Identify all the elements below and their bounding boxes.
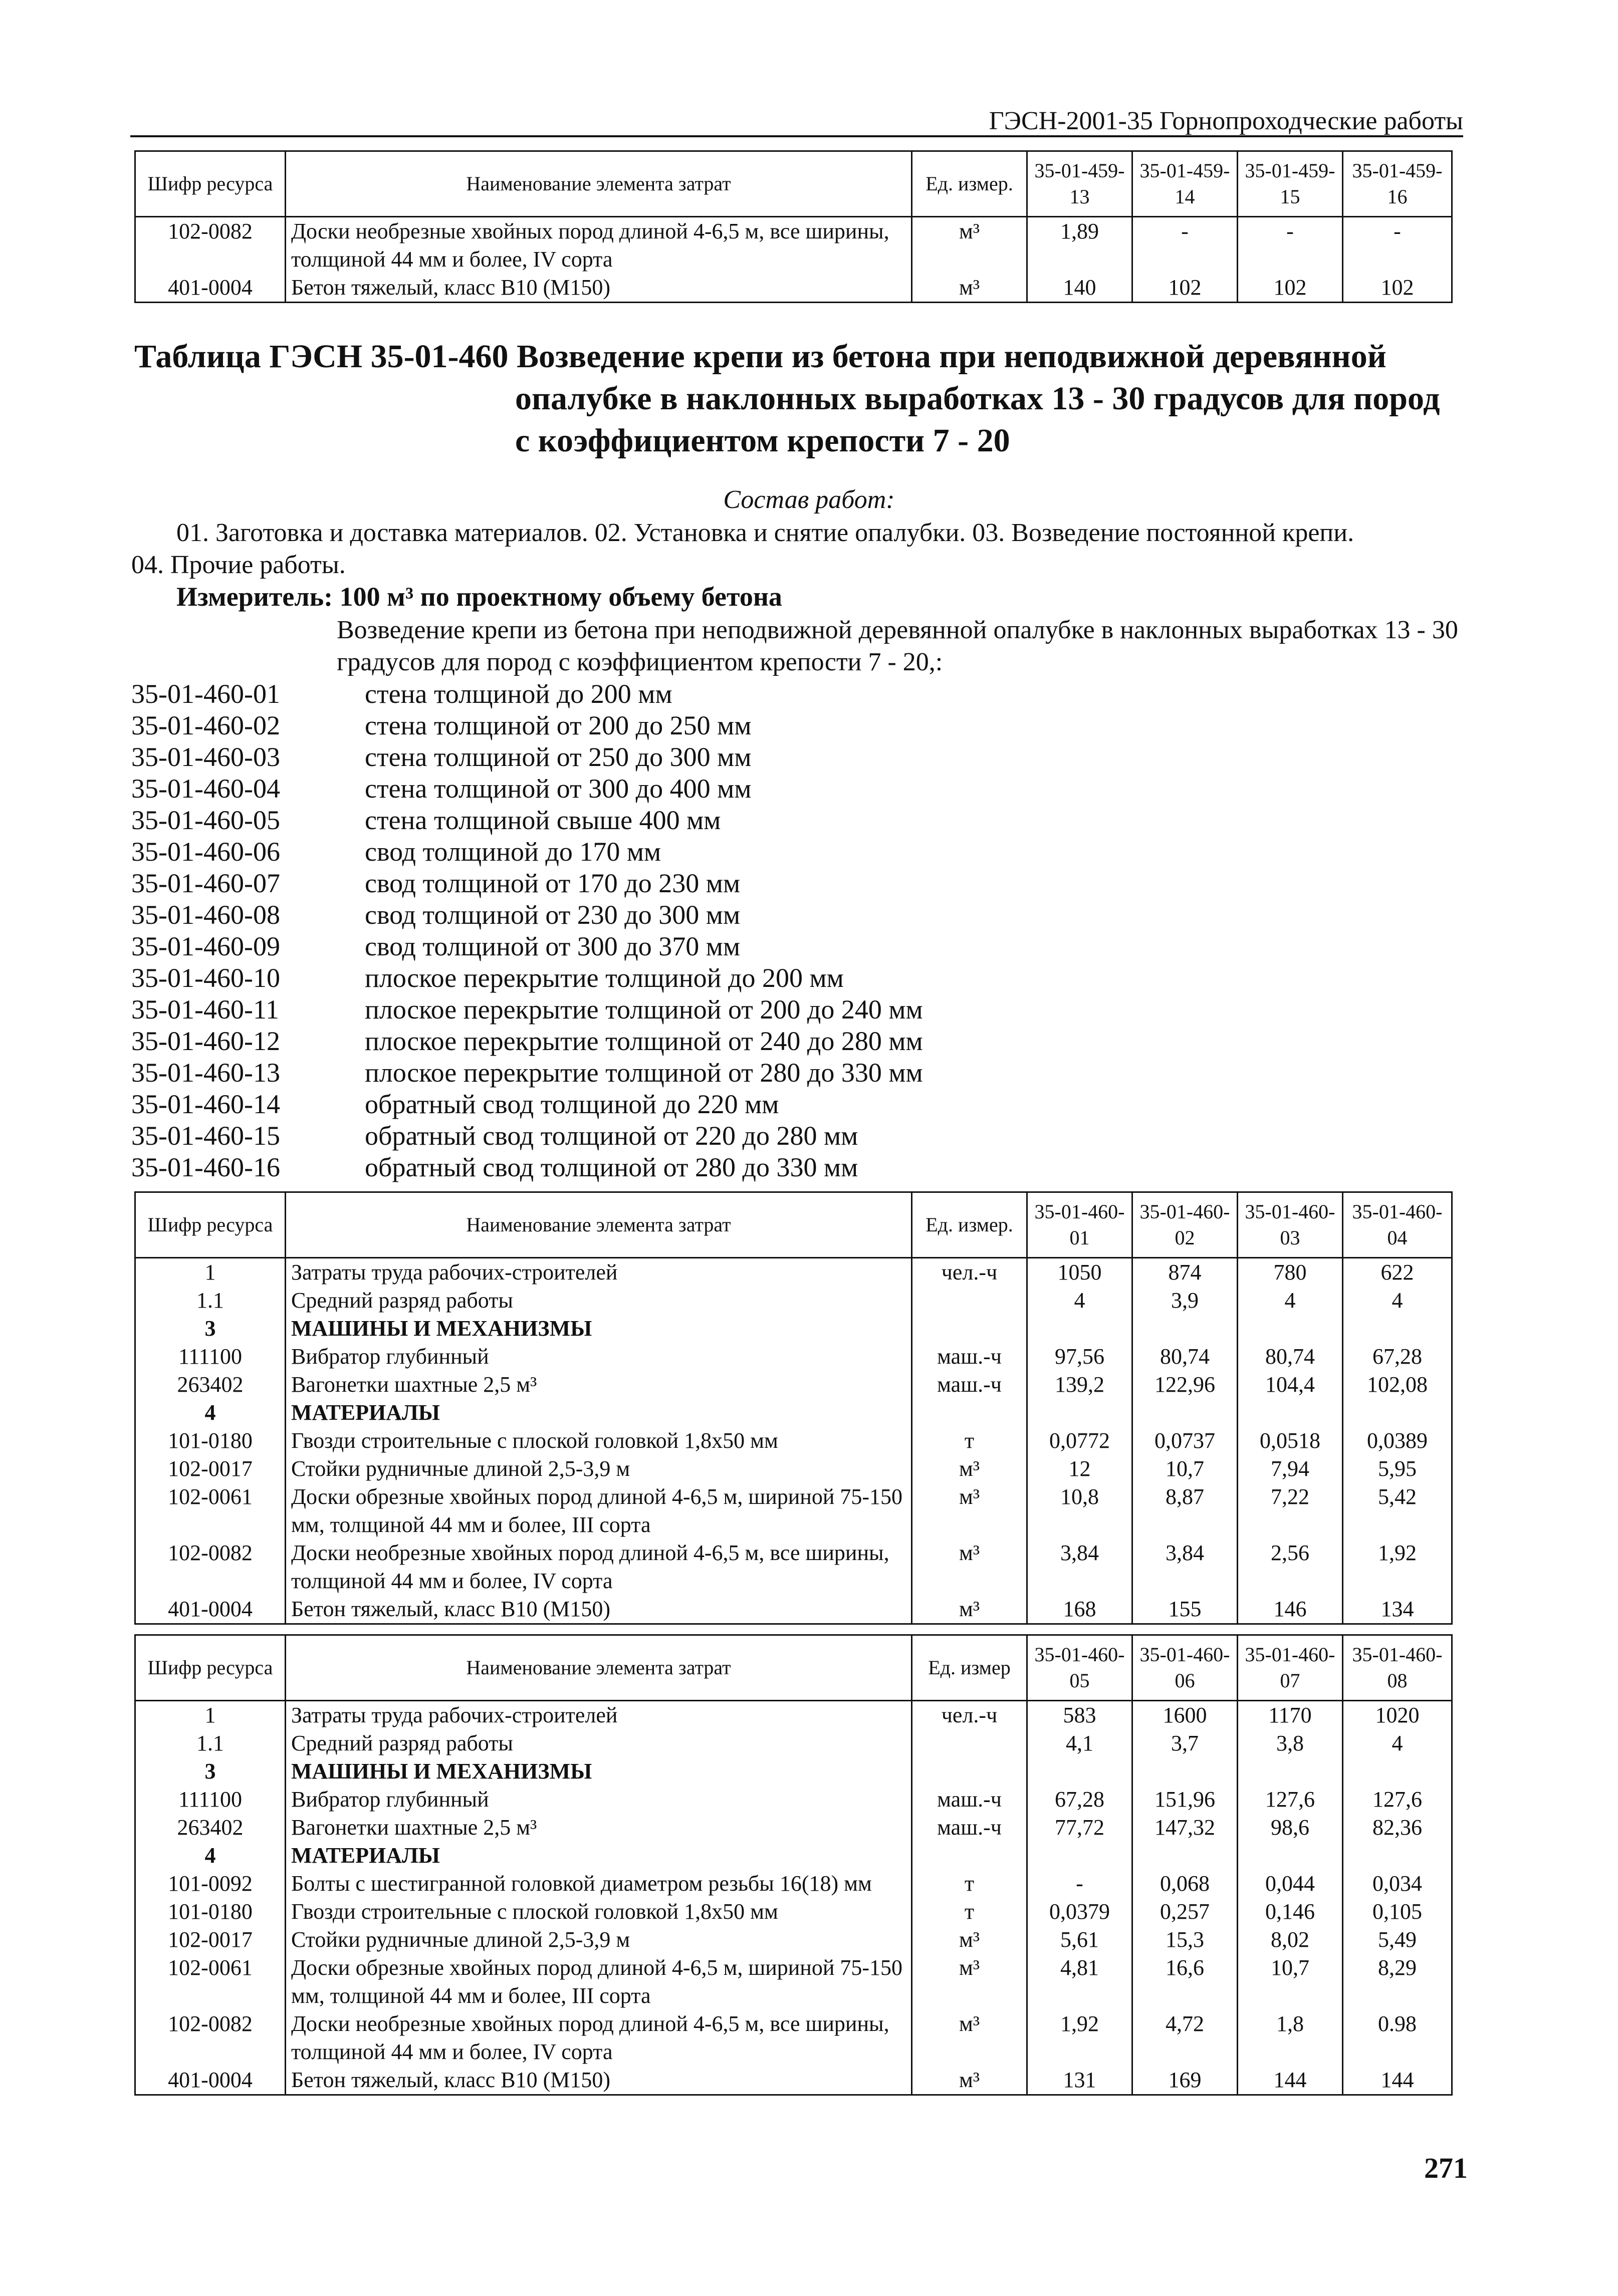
norm-item-list [131, 678, 923, 1183]
norm-item [131, 1026, 923, 1057]
norm-item [131, 994, 923, 1026]
norm-value: 151,96 [1132, 1785, 1238, 1814]
norm-value: 12 [1027, 1455, 1132, 1483]
norm-value: 97,56 [1027, 1343, 1132, 1371]
norm-value: 8,87 [1132, 1483, 1238, 1539]
table-title-line: с коэффициентом крепости 7 - 20 [515, 422, 1010, 459]
norm-value: 0,146 [1238, 1898, 1343, 1926]
resource-name: Затраты труда рабочих-строителей [286, 1701, 912, 1730]
resource-code: 3 [135, 1315, 286, 1343]
norm-item-text: обратный свод толщиной от 280 до 330 мм [365, 1152, 858, 1182]
resource-unit: м³ [912, 1483, 1027, 1539]
resource-unit [912, 1315, 1027, 1343]
col-header-norm: 35-01-460-05 [1027, 1635, 1132, 1701]
norm-value: 0,0518 [1238, 1427, 1343, 1455]
norm-value [1238, 1399, 1343, 1427]
norm-value [1238, 1315, 1343, 1343]
resource-row [135, 1870, 1452, 1898]
norm-item [131, 899, 923, 931]
norm-item-code: 35-01-460-15 [131, 1121, 280, 1151]
norm-value: 0,257 [1132, 1898, 1238, 1926]
resource-table-459 [134, 150, 1453, 303]
norm-item-code: 35-01-460-12 [131, 1026, 280, 1056]
resource-unit: м³ [912, 1455, 1027, 1483]
resource-row [135, 1814, 1452, 1842]
norm-value: 5,61 [1027, 1926, 1132, 1954]
norm-item-code: 35-01-460-13 [131, 1058, 280, 1088]
resource-unit: маш.-ч [912, 1343, 1027, 1371]
norm-value: 0,034 [1343, 1870, 1452, 1898]
col-header-norm: 35-01-460-07 [1238, 1635, 1343, 1701]
col-header-norm: 35-01-459-16 [1343, 151, 1452, 217]
norm-value: 104,4 [1238, 1371, 1343, 1399]
norm-value: 67,28 [1343, 1343, 1452, 1371]
norm-item-code: 35-01-460-04 [131, 774, 280, 804]
resource-row [135, 1898, 1452, 1926]
resource-row [135, 1701, 1452, 1730]
norm-value: 144 [1343, 2066, 1452, 2095]
resource-name: Вибратор глубинный [286, 1343, 912, 1371]
resource-row [135, 1539, 1452, 1595]
resource-code: 263402 [135, 1814, 286, 1842]
norm-value: 583 [1027, 1701, 1132, 1730]
resource-unit: т [912, 1898, 1027, 1926]
resource-code: 401-0004 [135, 1595, 286, 1624]
norm-item [131, 773, 923, 805]
col-header-norm: 35-01-460-08 [1343, 1635, 1452, 1701]
resource-name: Стойки рудничные длиной 2,5-3,9 м [286, 1926, 912, 1954]
resource-name: Болты с шестигранной головкой диаметром резьбы 16(18) мм [286, 1870, 912, 1898]
norm-value: 16,6 [1132, 1954, 1238, 2010]
norm-item-code: 35-01-460-02 [131, 710, 280, 740]
resource-name: Доски обрезные хвойных пород длиной 4-6,5 м, шириной 75-150 мм, толщиной 44 мм и более, III сорта [286, 1954, 912, 2010]
norm-item-text: стена толщиной от 250 до 300 мм [365, 742, 752, 772]
norm-item [131, 1057, 923, 1089]
norm-value: 1170 [1238, 1701, 1343, 1730]
norm-item-code: 35-01-460-05 [131, 805, 280, 835]
norm-value [1343, 1842, 1452, 1870]
col-header-norm: 35-01-459-14 [1132, 151, 1238, 217]
norm-value: 80,74 [1238, 1343, 1343, 1371]
table-header-row [135, 151, 1452, 217]
norm-item [131, 741, 923, 773]
resource-unit: маш.-ч [912, 1814, 1027, 1842]
col-header-norm: 35-01-460-02 [1132, 1192, 1238, 1258]
norm-value: 139,2 [1027, 1371, 1132, 1399]
table-body [135, 1701, 1452, 2095]
section-title: МАТЕРИАЛЫ [286, 1842, 912, 1870]
norm-item-text: стена толщиной от 200 до 250 мм [365, 710, 752, 740]
resource-code: 102-0082 [135, 2010, 286, 2066]
norm-value: 102 [1132, 274, 1238, 303]
norm-value: 127,6 [1343, 1785, 1452, 1814]
norm-value: 5,49 [1343, 1926, 1452, 1954]
norm-value: 7,94 [1238, 1455, 1343, 1483]
resource-name: Доски необрезные хвойных пород длиной 4-6,5 м, все ширины, толщиной 44 мм и более, IV сорта [286, 2010, 912, 2066]
norm-value [1238, 1757, 1343, 1785]
resource-unit: м³ [912, 1954, 1027, 2010]
norm-value: 1,89 [1027, 217, 1132, 274]
norm-value [1132, 1757, 1238, 1785]
col-header-unit: Ед. измер [912, 1635, 1027, 1701]
norm-value: 67,28 [1027, 1785, 1132, 1814]
resource-name: Вагонетки шахтные 2,5 м³ [286, 1814, 912, 1842]
section-row [135, 1842, 1452, 1870]
col-header-norm: 35-01-460-06 [1132, 1635, 1238, 1701]
resource-unit: м³ [912, 274, 1027, 303]
norm-value: 3,8 [1238, 1729, 1343, 1757]
norm-value: 0,0379 [1027, 1898, 1132, 1926]
resource-row [135, 1371, 1452, 1399]
header-rule [130, 135, 1463, 137]
norm-item-text: плоское перекрытие толщиной от 240 до 280 мм [365, 1026, 923, 1056]
norm-item-text: стена толщиной от 300 до 400 мм [365, 774, 752, 804]
table-body [135, 1258, 1452, 1624]
resource-name: Вибратор глубинный [286, 1785, 912, 1814]
norm-item [131, 836, 923, 868]
resource-unit [912, 1729, 1027, 1757]
norm-value: 155 [1132, 1595, 1238, 1624]
col-header-norm: 35-01-459-15 [1238, 151, 1343, 217]
norm-value: 4 [1027, 1287, 1132, 1315]
norm-value: 3,84 [1027, 1539, 1132, 1595]
norm-item-text: обратный свод толщиной до 220 мм [365, 1089, 779, 1119]
col-header-name: Наименование элемента затрат [286, 1635, 912, 1701]
resource-unit: м³ [912, 1539, 1027, 1595]
resource-name: Затраты труда рабочих-строителей [286, 1258, 912, 1287]
norm-item [131, 1152, 923, 1183]
resource-code: 1.1 [135, 1287, 286, 1315]
resource-name: Стойки рудничные длиной 2,5-3,9 м [286, 1455, 912, 1483]
resource-code: 101-0180 [135, 1898, 286, 1926]
resource-code: 102-0082 [135, 1539, 286, 1595]
col-header-norm: 35-01-460-03 [1238, 1192, 1343, 1258]
resource-code: 101-0180 [135, 1427, 286, 1455]
norm-value [1027, 1757, 1132, 1785]
page-number: 271 [1424, 2152, 1468, 2184]
resource-code: 401-0004 [135, 2066, 286, 2095]
norm-value: 4,72 [1132, 2010, 1238, 2066]
col-header-norm: 35-01-459-13 [1027, 151, 1132, 217]
composition-label: Состав работ: [723, 485, 895, 514]
norm-item-text: плоское перекрытие толщиной от 200 до 240 мм [365, 994, 923, 1025]
resource-code: 102-0017 [135, 1926, 286, 1954]
norm-value [1343, 1399, 1452, 1427]
norm-value: 147,32 [1132, 1814, 1238, 1842]
norm-value: 622 [1343, 1258, 1452, 1287]
resource-name: Средний разряд работы [286, 1287, 912, 1315]
norm-value: 780 [1238, 1258, 1343, 1287]
section-title: МАШИНЫ И МЕХАНИЗМЫ [286, 1757, 912, 1785]
norm-value [1027, 1399, 1132, 1427]
resource-code: 111100 [135, 1785, 286, 1814]
col-header-norm: 35-01-460-04 [1343, 1192, 1452, 1258]
resource-name: Доски необрезные хвойных пород длиной 4-6,5 м, все ширины, толщиной 44 мм и более, IV сорта [286, 1539, 912, 1595]
norm-value: 122,96 [1132, 1371, 1238, 1399]
norm-item [131, 962, 923, 994]
norm-item-code: 35-01-460-03 [131, 742, 280, 772]
norm-value [1238, 1842, 1343, 1870]
norm-item [131, 678, 923, 710]
resource-code: 4 [135, 1399, 286, 1427]
norm-item-code: 35-01-460-08 [131, 900, 280, 930]
norm-value: 1050 [1027, 1258, 1132, 1287]
norm-item [131, 1120, 923, 1152]
resource-unit [912, 1757, 1027, 1785]
col-header-name: Наименование элемента затрат [286, 151, 912, 217]
norm-value: 0,0389 [1343, 1427, 1452, 1455]
col-header-name: Наименование элемента затрат [286, 1192, 912, 1258]
norm-value: 10,8 [1027, 1483, 1132, 1539]
col-header-unit: Ед. измер. [912, 151, 1027, 217]
norm-value: 874 [1132, 1258, 1238, 1287]
resource-unit: маш.-ч [912, 1371, 1027, 1399]
norm-item-text: свод толщиной от 300 до 370 мм [365, 931, 741, 961]
resource-unit: м³ [912, 1595, 1027, 1624]
norm-value: 4 [1343, 1729, 1452, 1757]
norm-value: 0.98 [1343, 2010, 1452, 2066]
resource-row [135, 1785, 1452, 1814]
norm-value: 7,22 [1238, 1483, 1343, 1539]
col-header-code: Шифр ресурса [135, 151, 286, 217]
resource-name: Доски необрезные хвойных пород длиной 4-6,5 м, все ширины, толщиной 44 мм и более, IV сорта [286, 217, 912, 274]
col-header-norm: 35-01-460-01 [1027, 1192, 1132, 1258]
resource-unit: м³ [912, 2010, 1027, 2066]
norm-value: 1,8 [1238, 2010, 1343, 2066]
resource-code: 111100 [135, 1343, 286, 1371]
norm-value: - [1238, 217, 1343, 274]
resource-unit [912, 1842, 1027, 1870]
composition-text: 04. Прочие работы. [131, 551, 346, 579]
norm-item-code: 35-01-460-10 [131, 963, 280, 993]
norm-value: 131 [1027, 2066, 1132, 2095]
resource-name: Доски обрезные хвойных пород длиной 4-6,5 м, шириной 75-150 мм, толщиной 44 мм и более, III сорта [286, 1483, 912, 1539]
norm-item-code: 35-01-460-01 [131, 679, 280, 709]
norm-value: 4 [1343, 1287, 1452, 1315]
norm-value: 1600 [1132, 1701, 1238, 1730]
resource-row [135, 1258, 1452, 1287]
resource-unit: т [912, 1427, 1027, 1455]
norm-value: 102,08 [1343, 1371, 1452, 1399]
norm-value: 1,92 [1343, 1539, 1452, 1595]
norm-value: 146 [1238, 1595, 1343, 1624]
table-title-line: Таблица ГЭСН 35-01-460 Возведение крепи из бетона при неподвижной деревянной [134, 338, 1386, 375]
section-row [135, 1757, 1452, 1785]
norm-value: 1020 [1343, 1701, 1452, 1730]
norm-value: 134 [1343, 1595, 1452, 1624]
measurer-line: Измеритель: 100 м³ по проектному объему бетона [176, 582, 782, 612]
resource-unit: маш.-ч [912, 1785, 1027, 1814]
norm-item-code: 35-01-460-16 [131, 1152, 280, 1182]
norm-item-text: плоское перекрытие толщиной от 280 до 330 мм [365, 1058, 923, 1088]
norm-value: 144 [1238, 2066, 1343, 2095]
norm-value [1132, 1842, 1238, 1870]
norm-value: 8,02 [1238, 1926, 1343, 1954]
norm-value: 0,044 [1238, 1870, 1343, 1898]
resource-name: Бетон тяжелый, класс В10 (М150) [286, 2066, 912, 2095]
resource-unit: м³ [912, 217, 1027, 274]
resource-name: Бетон тяжелый, класс В10 (М150) [286, 1595, 912, 1624]
resource-row [135, 1427, 1452, 1455]
norm-value: 0,0772 [1027, 1427, 1132, 1455]
resource-row [135, 1729, 1452, 1757]
norm-value: 0,0737 [1132, 1427, 1238, 1455]
resource-table-460-01-04 [134, 1191, 1453, 1625]
resource-unit [912, 1399, 1027, 1427]
norm-value: 4,1 [1027, 1729, 1132, 1757]
norm-item-code: 35-01-460-11 [131, 994, 279, 1025]
resource-unit: т [912, 1870, 1027, 1898]
norm-value: - [1027, 1870, 1132, 1898]
norm-value: 140 [1027, 274, 1132, 303]
resource-row [135, 1287, 1452, 1315]
running-header: ГЭСН-2001-35 Горнопроходческие работы [989, 107, 1463, 135]
resource-row [135, 1954, 1452, 2010]
norm-value: 5,95 [1343, 1455, 1452, 1483]
norm-value: 102 [1238, 274, 1343, 303]
norm-value: 0,105 [1343, 1898, 1452, 1926]
resource-code: 102-0061 [135, 1954, 286, 2010]
resource-unit: м³ [912, 1926, 1027, 1954]
norm-value: 5,42 [1343, 1483, 1452, 1539]
resource-name: Средний разряд работы [286, 1729, 912, 1757]
col-header-code: Шифр ресурса [135, 1192, 286, 1258]
section-row [135, 1399, 1452, 1427]
norm-value [1343, 1757, 1452, 1785]
norm-value: 80,74 [1132, 1343, 1238, 1371]
resource-row [135, 1595, 1452, 1624]
norm-value [1027, 1315, 1132, 1343]
norm-value: 8,29 [1343, 1954, 1452, 2010]
norm-value: 102 [1343, 274, 1452, 303]
resource-unit [912, 1287, 1027, 1315]
norm-item-text: обратный свод толщиной от 220 до 280 мм [365, 1121, 858, 1151]
norm-value: - [1132, 217, 1238, 274]
norm-value [1132, 1315, 1238, 1343]
norm-item-text: стена толщиной свыше 400 мм [365, 805, 721, 835]
norm-value: 168 [1027, 1595, 1132, 1624]
resource-row [135, 2066, 1452, 2095]
norm-item-code: 35-01-460-14 [131, 1089, 280, 1119]
col-header-code: Шифр ресурса [135, 1635, 286, 1701]
norm-value: 2,56 [1238, 1539, 1343, 1595]
resource-row [135, 217, 1452, 274]
norm-value: 82,36 [1343, 1814, 1452, 1842]
norm-value [1132, 1399, 1238, 1427]
norm-value: 169 [1132, 2066, 1238, 2095]
resource-row [135, 1483, 1452, 1539]
norm-value: 127,6 [1238, 1785, 1343, 1814]
composition-text: 01. Заготовка и доставка материалов. 02. Установка и снятие опалубки. 03. Возведение постоянной крепи. [176, 519, 1354, 547]
norm-item-code: 35-01-460-07 [131, 868, 280, 898]
resource-row [135, 1455, 1452, 1483]
norm-value: 1,92 [1027, 2010, 1132, 2066]
norm-item-text: свод толщиной до 170 мм [365, 837, 661, 867]
table-title-line: опалубке в наклонных выработках 13 - 30 градусов для пород [515, 380, 1440, 417]
resource-row [135, 2010, 1452, 2066]
resource-code: 1 [135, 1258, 286, 1287]
resource-unit: чел.-ч [912, 1258, 1027, 1287]
section-title: МАТЕРИАЛЫ [286, 1399, 912, 1427]
norm-value [1027, 1842, 1132, 1870]
resource-name: Гвозди строительные с плоской головкой 1,8х50 мм [286, 1898, 912, 1926]
resource-code: 102-0017 [135, 1455, 286, 1483]
norm-item [131, 1089, 923, 1120]
section-title: МАШИНЫ И МЕХАНИЗМЫ [286, 1315, 912, 1343]
norm-value [1343, 1315, 1452, 1343]
resource-code: 4 [135, 1842, 286, 1870]
norm-value: 3,84 [1132, 1539, 1238, 1595]
norm-value: 4,81 [1027, 1954, 1132, 2010]
resource-unit: м³ [912, 2066, 1027, 2095]
norm-item-code: 35-01-460-06 [131, 837, 280, 867]
norm-value: 0,068 [1132, 1870, 1238, 1898]
table-body [135, 217, 1452, 303]
table-title [134, 336, 1467, 462]
norm-value: 15,3 [1132, 1926, 1238, 1954]
resource-row [135, 1926, 1452, 1954]
resource-code: 1.1 [135, 1729, 286, 1757]
col-header-unit: Ед. измер. [912, 1192, 1027, 1258]
norm-value: 3,9 [1132, 1287, 1238, 1315]
resource-code: 102-0061 [135, 1483, 286, 1539]
norm-item-text: свод толщиной от 170 до 230 мм [365, 868, 741, 898]
norm-item-text: свод толщиной от 230 до 300 мм [365, 900, 741, 930]
norm-item [131, 710, 923, 741]
resource-name: Гвозди строительные с плоской головкой 1,8х50 мм [286, 1427, 912, 1455]
resource-code: 263402 [135, 1371, 286, 1399]
norm-value: - [1343, 217, 1452, 274]
norm-item-text: стена толщиной до 200 мм [365, 679, 672, 709]
norm-item [131, 805, 923, 836]
table-header-row [135, 1635, 1452, 1701]
norm-item [131, 931, 923, 962]
norm-value: 10,7 [1132, 1455, 1238, 1483]
works-description: Возведение крепи из бетона при неподвижной деревянной опалубке в наклонных выработках 13 - 30 градусов для пород с коэффициентом крепости 7 - 20,: [337, 616, 1458, 676]
resource-unit: чел.-ч [912, 1701, 1027, 1730]
resource-row [135, 1343, 1452, 1371]
norm-value: 4 [1238, 1287, 1343, 1315]
resource-code: 3 [135, 1757, 286, 1785]
norm-value: 98,6 [1238, 1814, 1343, 1842]
norm-value: 77,72 [1027, 1814, 1132, 1842]
table-header-row [135, 1192, 1452, 1258]
resource-name: Бетон тяжелый, класс В10 (М150) [286, 274, 912, 303]
resource-code: 1 [135, 1701, 286, 1730]
norm-value: 10,7 [1238, 1954, 1343, 2010]
norm-item-text: плоское перекрытие толщиной до 200 мм [365, 963, 844, 993]
resource-code: 401-0004 [135, 274, 286, 303]
resource-row [135, 274, 1452, 303]
resource-name: Вагонетки шахтные 2,5 м³ [286, 1371, 912, 1399]
resource-code: 102-0082 [135, 217, 286, 274]
section-row [135, 1315, 1452, 1343]
norm-value: 3,7 [1132, 1729, 1238, 1757]
resource-table-460-05-08 [134, 1634, 1453, 2096]
norm-item [131, 868, 923, 899]
norm-item-code: 35-01-460-09 [131, 931, 280, 961]
resource-code: 101-0092 [135, 1870, 286, 1898]
